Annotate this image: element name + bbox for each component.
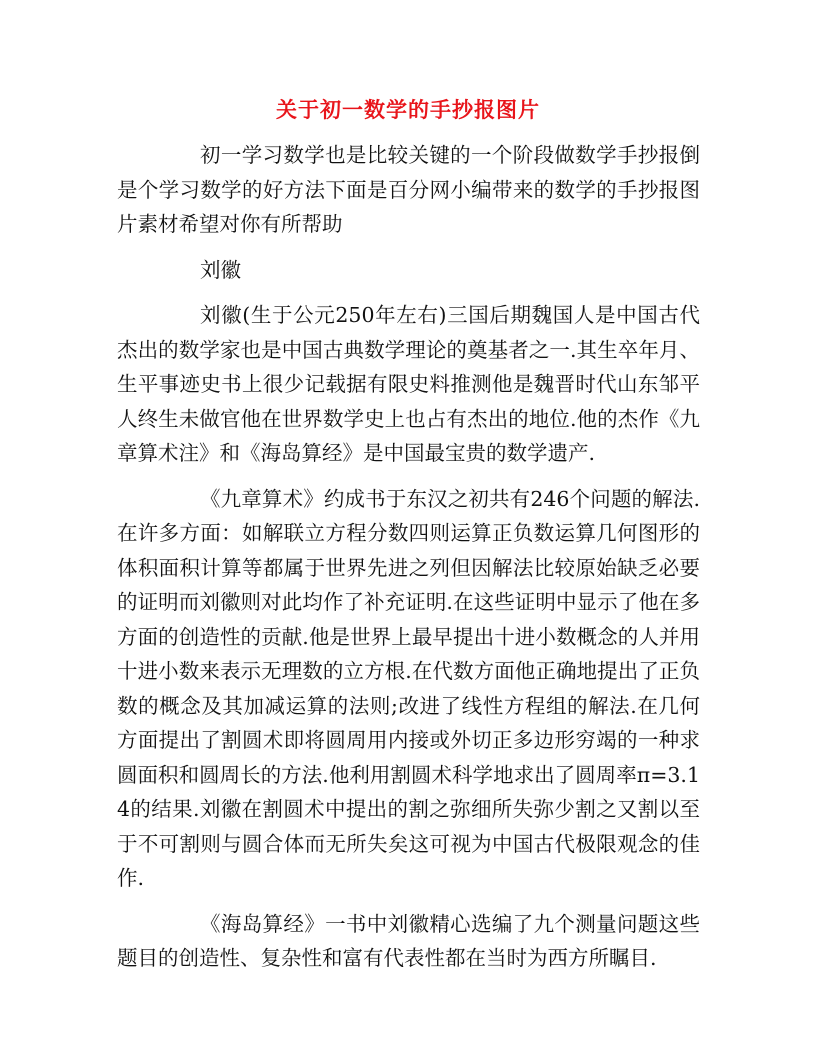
document-body [117,138,700,976]
paragraph-gap [117,242,700,253]
biography-paragraph: 刘徽(生于公元250年左右)三国后期魏国人是中国古代杰出的数学家也是中国古典数学理论的奠基者之一.其生卒年月、生平事迹史书上很少记载据有限史料推测他是魏晋时代山东邹平人终生未做官他在世界数学史上也占有杰出的地位.他的杰作《九章算术注》和《海岛算经》是中国最宝贵的数学遗产. [117,303,700,465]
nine-chapters-paragraph: 《九章算术》约成书于东汉之初共有246个问题的解法.在许多方面：如解联立方程分数四则运算正负数运算几何图形的体积面积计算等都属于世界先进之列但因解法比较原始缺乏必要的证明而刘徽则对此均作了补充证明.在这些证明中显示了他在多方面的创造性的贡献.他是世界上最早提出十进小数概念的人并用十进小数来表示无理数的立方根.在代数方面他正确地提出了正负数的概念及其加减运算的法则;改进了线性方程组的解法.在几何方面提出了割圆术即将圆周用内接或外切正多边形穷竭的一种求圆面积和圆周长的方法.他利用割圆术科学地求出了圆周率π=3.14的结果.刘徽在割圆术中提出的割之弥细所失弥少割之又割以至于不可割则与圆合体而无所失矣这可视为中国古代极限观念的佳作. [117,486,700,890]
paragraph-gap [117,287,700,298]
paragraph-gap [117,471,700,482]
intro-paragraph: 初一学习数学也是比较关键的一个阶段做数学手抄报倒是个学习数学的好方法下面是百分网小编带来的数学的手抄报图片素材希望对你有所帮助 [117,143,700,236]
sea-island-paragraph: 《海岛算经》一书中刘徽精心选编了九个测量问题这些题目的创造性、复杂性和富有代表性都在当时为西方所瞩目. [117,911,700,970]
page-title: 关于初一数学的手抄报图片 [276,97,540,122]
section-heading-liuhui: 刘徽 [200,257,241,282]
paragraph-gap [117,896,700,907]
